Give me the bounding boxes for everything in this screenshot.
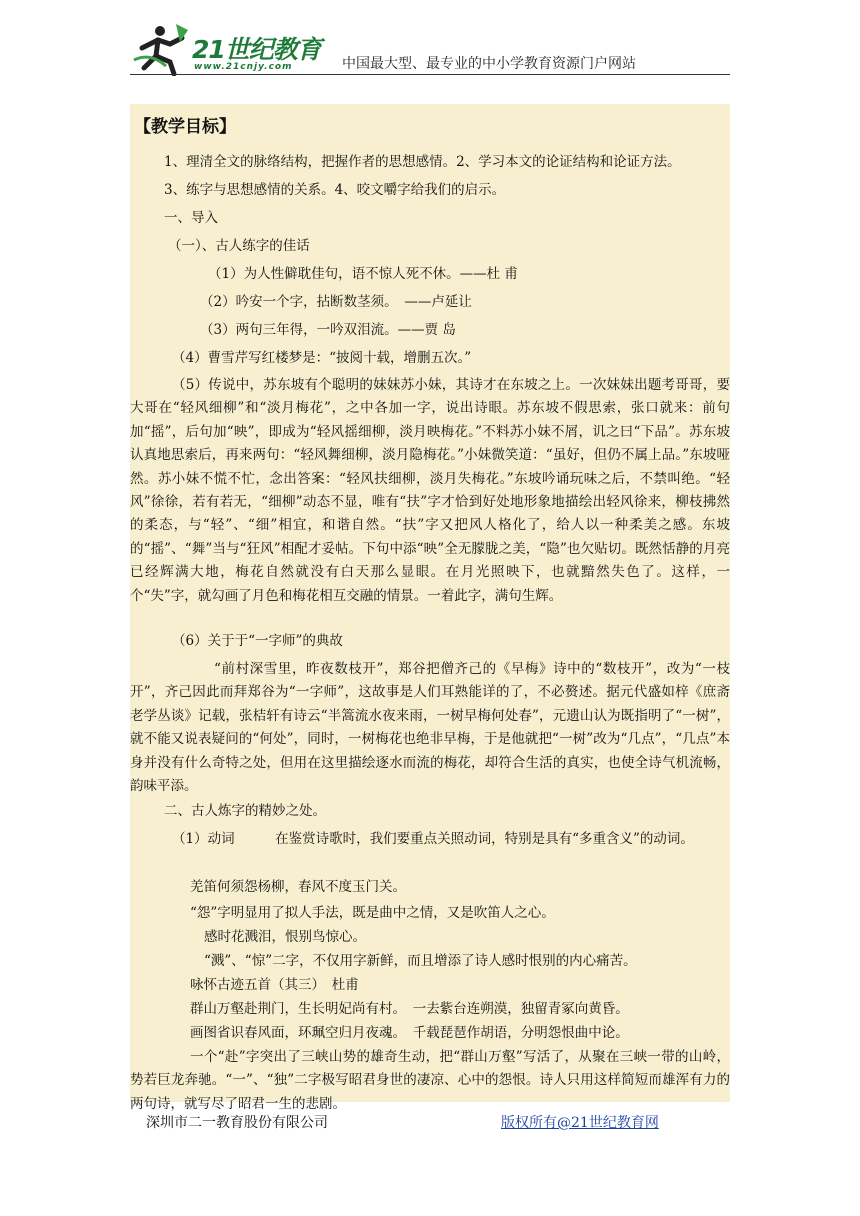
- paragraph: 一个“赴”字突出了三峡山势的雄奇生动，把“群山万壑”写活了，从聚在三峡一带的山岭，势若巨龙奔驰。“一”、“独”二字极写昭君身世的凄凉、心中的怨恨。诗人只用这样简短而雄浑有力的两句诗，就写尽了昭君一生的悲剧。: [130, 1049, 730, 1112]
- header-divider: [130, 74, 730, 75]
- paragraph: （1）动词 在鉴赏诗歌时，我们要重点关照动词，特别是具有“多重含义”的动词。: [172, 831, 694, 847]
- paragraph: 感时花溅泪，恨别鸟惊心。: [204, 929, 366, 945]
- paragraph: 咏怀古迹五首（其三） 杜甫: [190, 977, 359, 993]
- logo-wordmark: 21世纪教育: [192, 35, 321, 64]
- paragraph: 画图省识春风面，环珮空归月夜魂。 千载琵琶作胡语，分明怨恨曲中论。: [190, 1025, 629, 1041]
- paragraph: “前村深雪里，昨夜数枝开”，郑谷把僧齐己的《早梅》诗中的“数枝开”，改为“一枝开”，齐己因此而拜郑谷为“一字师”，这故事是人们耳熟能详的了，不必赘述。据元代盛如梓《庶斋老学丛谈》记载，张桔轩有诗云“半篙流水夜来雨，一树早梅何处春”，元遗山认为既指明了“一树”，就不能又说表疑问的“何处”，同时，一树梅花也绝非早梅，于是他就把“一树”改为“几点”，“几点”本身并没有什么奇特之处，但用在这里描绘逐水而流的梅花，却符合生活的真实，也使全诗气机流畅，韵味平添。: [130, 661, 730, 795]
- site-logo[interactable]: [130, 20, 330, 76]
- paragraph: （4）曹雪芹写红楼梦是：“披阅十载，增删五次。”: [172, 350, 472, 366]
- page-header: [130, 20, 730, 76]
- paragraph: 二、古人炼字的精妙之处。: [164, 803, 326, 819]
- paragraph: 群山万壑赴荆门，生长明妃尚有村。 一去紫台连朔漠，独留青冢向黄昏。: [190, 1001, 629, 1017]
- footer-company: 深圳市二一教育股份有限公司: [146, 1115, 328, 1131]
- paragraph: “怨”字明显用了拟人手法，既是曲中之情，又是吹笛人之心。: [190, 905, 555, 921]
- paragraph: （6）关于于“一字师”的典故: [172, 633, 343, 649]
- paragraph: （2）吟安一个字，拈断数茎须。 ——卢延让: [200, 294, 472, 310]
- paragraph: 1、理清全文的脉络结构，把握作者的思想感情。2、学习本文的论证结构和论证方法。: [164, 154, 681, 170]
- paragraph: “溅”、“惊”二字，不仅用字新鲜，而且增添了诗人感时恨别的内心痛苦。: [204, 953, 637, 969]
- section-title: 【教学目标】: [134, 117, 236, 137]
- document-body: [130, 104, 730, 1112]
- paragraph: （5）传说中，苏东坡有个聪明的妹妹苏小妹，其诗才在东坡之上。一次妹妹出题考哥哥，要大哥在“轻风细柳”和“淡月梅花”，之中各加一字，说出诗眼。苏东坡不假思索，张口就来：前句加“摇”，后句加“映”，即成为“轻风摇细柳，淡月映梅花。”不料苏小妹不屑，讥之曰“下品”。苏东坡认真地思索后，再来两句：“轻风舞细柳，淡月隐梅花。”小妹微笑道：“虽好，但仍不属上品。”东坡哑然。苏小妹不慌不忙，念出答案：“轻风扶细柳，淡月失梅花。”东坡吟诵玩味之后，不禁叫绝。“轻风”徐徐，若有若无，“细柳”动态不显，唯有“扶”字才恰到好处地形象地描绘出轻风徐来，柳枝拂然的柔态，与“轻”、“细”相宜，和谐自然。“扶”字又把风人格化了，给人以一种柔美之感。东坡的“摇”、“舞”当与“狂风”相配才妥帖。下句中添“映”全无朦胧之美，“隐”也欠贴切。既然恬静的月亮已经辉满大地，梅花自然就没有白天那么显眼。在月光照映下，也就黯然失色了。这样，一个“失”字，就勾画了月色和梅花相互交融的情景。一着此字，满句生辉。: [130, 377, 730, 604]
- site-slogan: 中国最大型、最专业的中小学教育资源门户网站: [342, 56, 636, 72]
- paragraph: 羌笛何须怨杨柳，春风不度玉门关。: [190, 879, 406, 895]
- footer-copyright-link[interactable]: 版权所有@21世纪教育网: [501, 1115, 659, 1131]
- runner-icon: [130, 20, 192, 76]
- paragraph: （1）为人性僻耽佳句，语不惊人死不休。——杜 甫: [208, 266, 518, 282]
- logo-url: www.21cnjy.com: [194, 62, 293, 72]
- paragraph: 3、练字与思想感情的关系。4、咬文嚼字给我们的启示。: [164, 182, 506, 198]
- paragraph: 一、导入: [164, 210, 218, 226]
- paragraph: （3）两句三年得，一吟双泪流。——贾 岛: [200, 322, 456, 338]
- paragraph: （一）、古人练字的佳话: [168, 238, 310, 254]
